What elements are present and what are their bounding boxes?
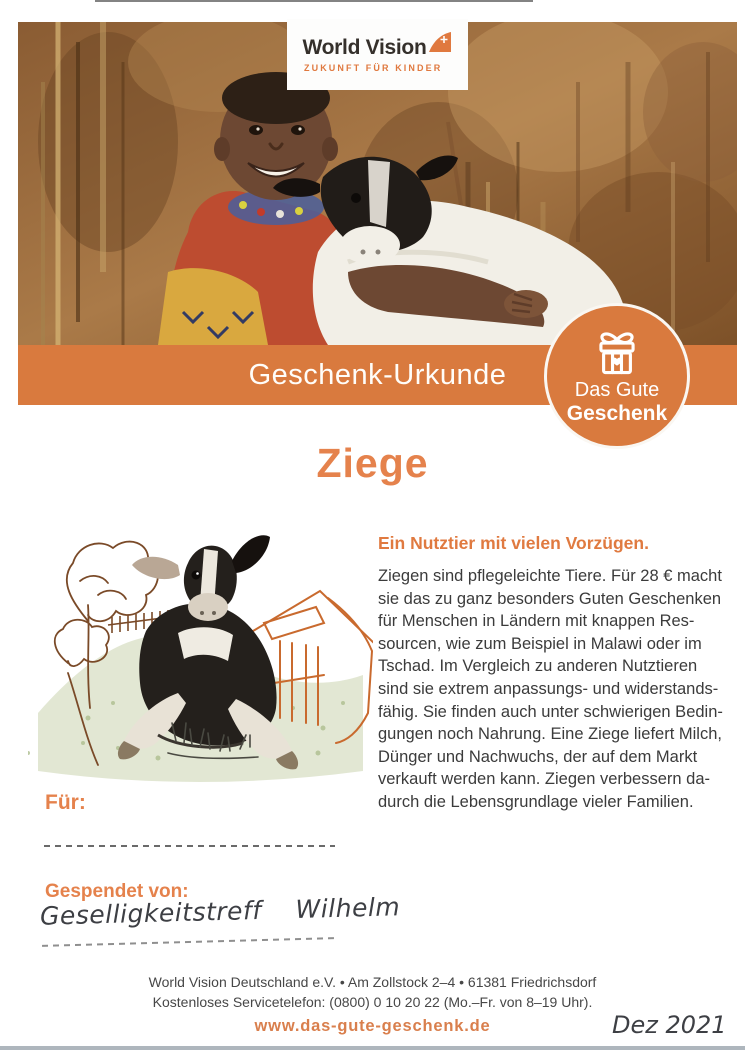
handwriting-gap bbox=[262, 918, 296, 919]
certificate-heading: Ziege bbox=[316, 440, 429, 486]
world-vision-star-icon bbox=[428, 32, 452, 54]
badge-text-line2: Geschenk bbox=[566, 401, 668, 425]
info-subheading: Ein Nutztier mit vielen Vorzügen. bbox=[378, 533, 649, 553]
donor-label: Gespendet von: bbox=[45, 881, 189, 902]
world-vision-logo bbox=[287, 19, 468, 90]
das-gute-geschenk-badge bbox=[544, 303, 690, 449]
banner-title: Geschenk-Urkunde bbox=[248, 359, 507, 391]
info-column bbox=[378, 533, 734, 814]
footer-address: World Vision Deutschland e.V. • Am Zollstock 2–4 • 61381 Friedrichsdorf bbox=[148, 974, 597, 990]
logo-tagline: ZUKUNFT FÜR KINDER bbox=[304, 63, 443, 73]
scan-artifact-bottom-edge bbox=[0, 1046, 745, 1050]
donor-name-part2: Wilhelm bbox=[295, 892, 401, 925]
goat-illustration bbox=[28, 503, 373, 793]
footer-website-url: www.das-gute-geschenk.de bbox=[254, 1017, 491, 1035]
for-fill-in-line bbox=[44, 845, 335, 847]
info-body-text: Ziegen sind pflegeleichte Tiere. Für 28 € macht sie das zu ganz besonders Guten Geschenken für Menschen in Ländern mit knappen Res- sourcen, wie zum Beispiel in Malawi oder im Tschad. Im Vergleich zu anderen Nutztieren sind sie extrem anpassungs- und widerstands- fähig. Sie finden auch unter schwierigen Bedin- gungen noch Nahrung. Eine Ziege liefert Milch, Dünger und Nachwuchs, der auf dem Markt verkauft werden kann. Ziegen verbessern da- durch die Lebensgrundlage vieler Familien. bbox=[378, 567, 723, 811]
gift-icon bbox=[590, 327, 644, 377]
world-vision-wordmark: World Vision bbox=[302, 36, 427, 59]
badge-text-line1: Das Gute bbox=[574, 378, 660, 401]
donor-name-part1: Geselligkeitstreff bbox=[39, 895, 262, 931]
handwritten-date-note: Dez 2021 bbox=[612, 1011, 727, 1039]
for-label: Für: bbox=[45, 791, 86, 814]
footer-phone: Kostenloses Servicetelefon: (0800) 0 10 20 22 (Mo.–Fr. von 8–19 Uhr). bbox=[152, 994, 593, 1010]
goat-illustration-art bbox=[28, 503, 373, 793]
donor-fill-in-line bbox=[42, 937, 334, 947]
scan-artifact-top bbox=[95, 0, 533, 2]
